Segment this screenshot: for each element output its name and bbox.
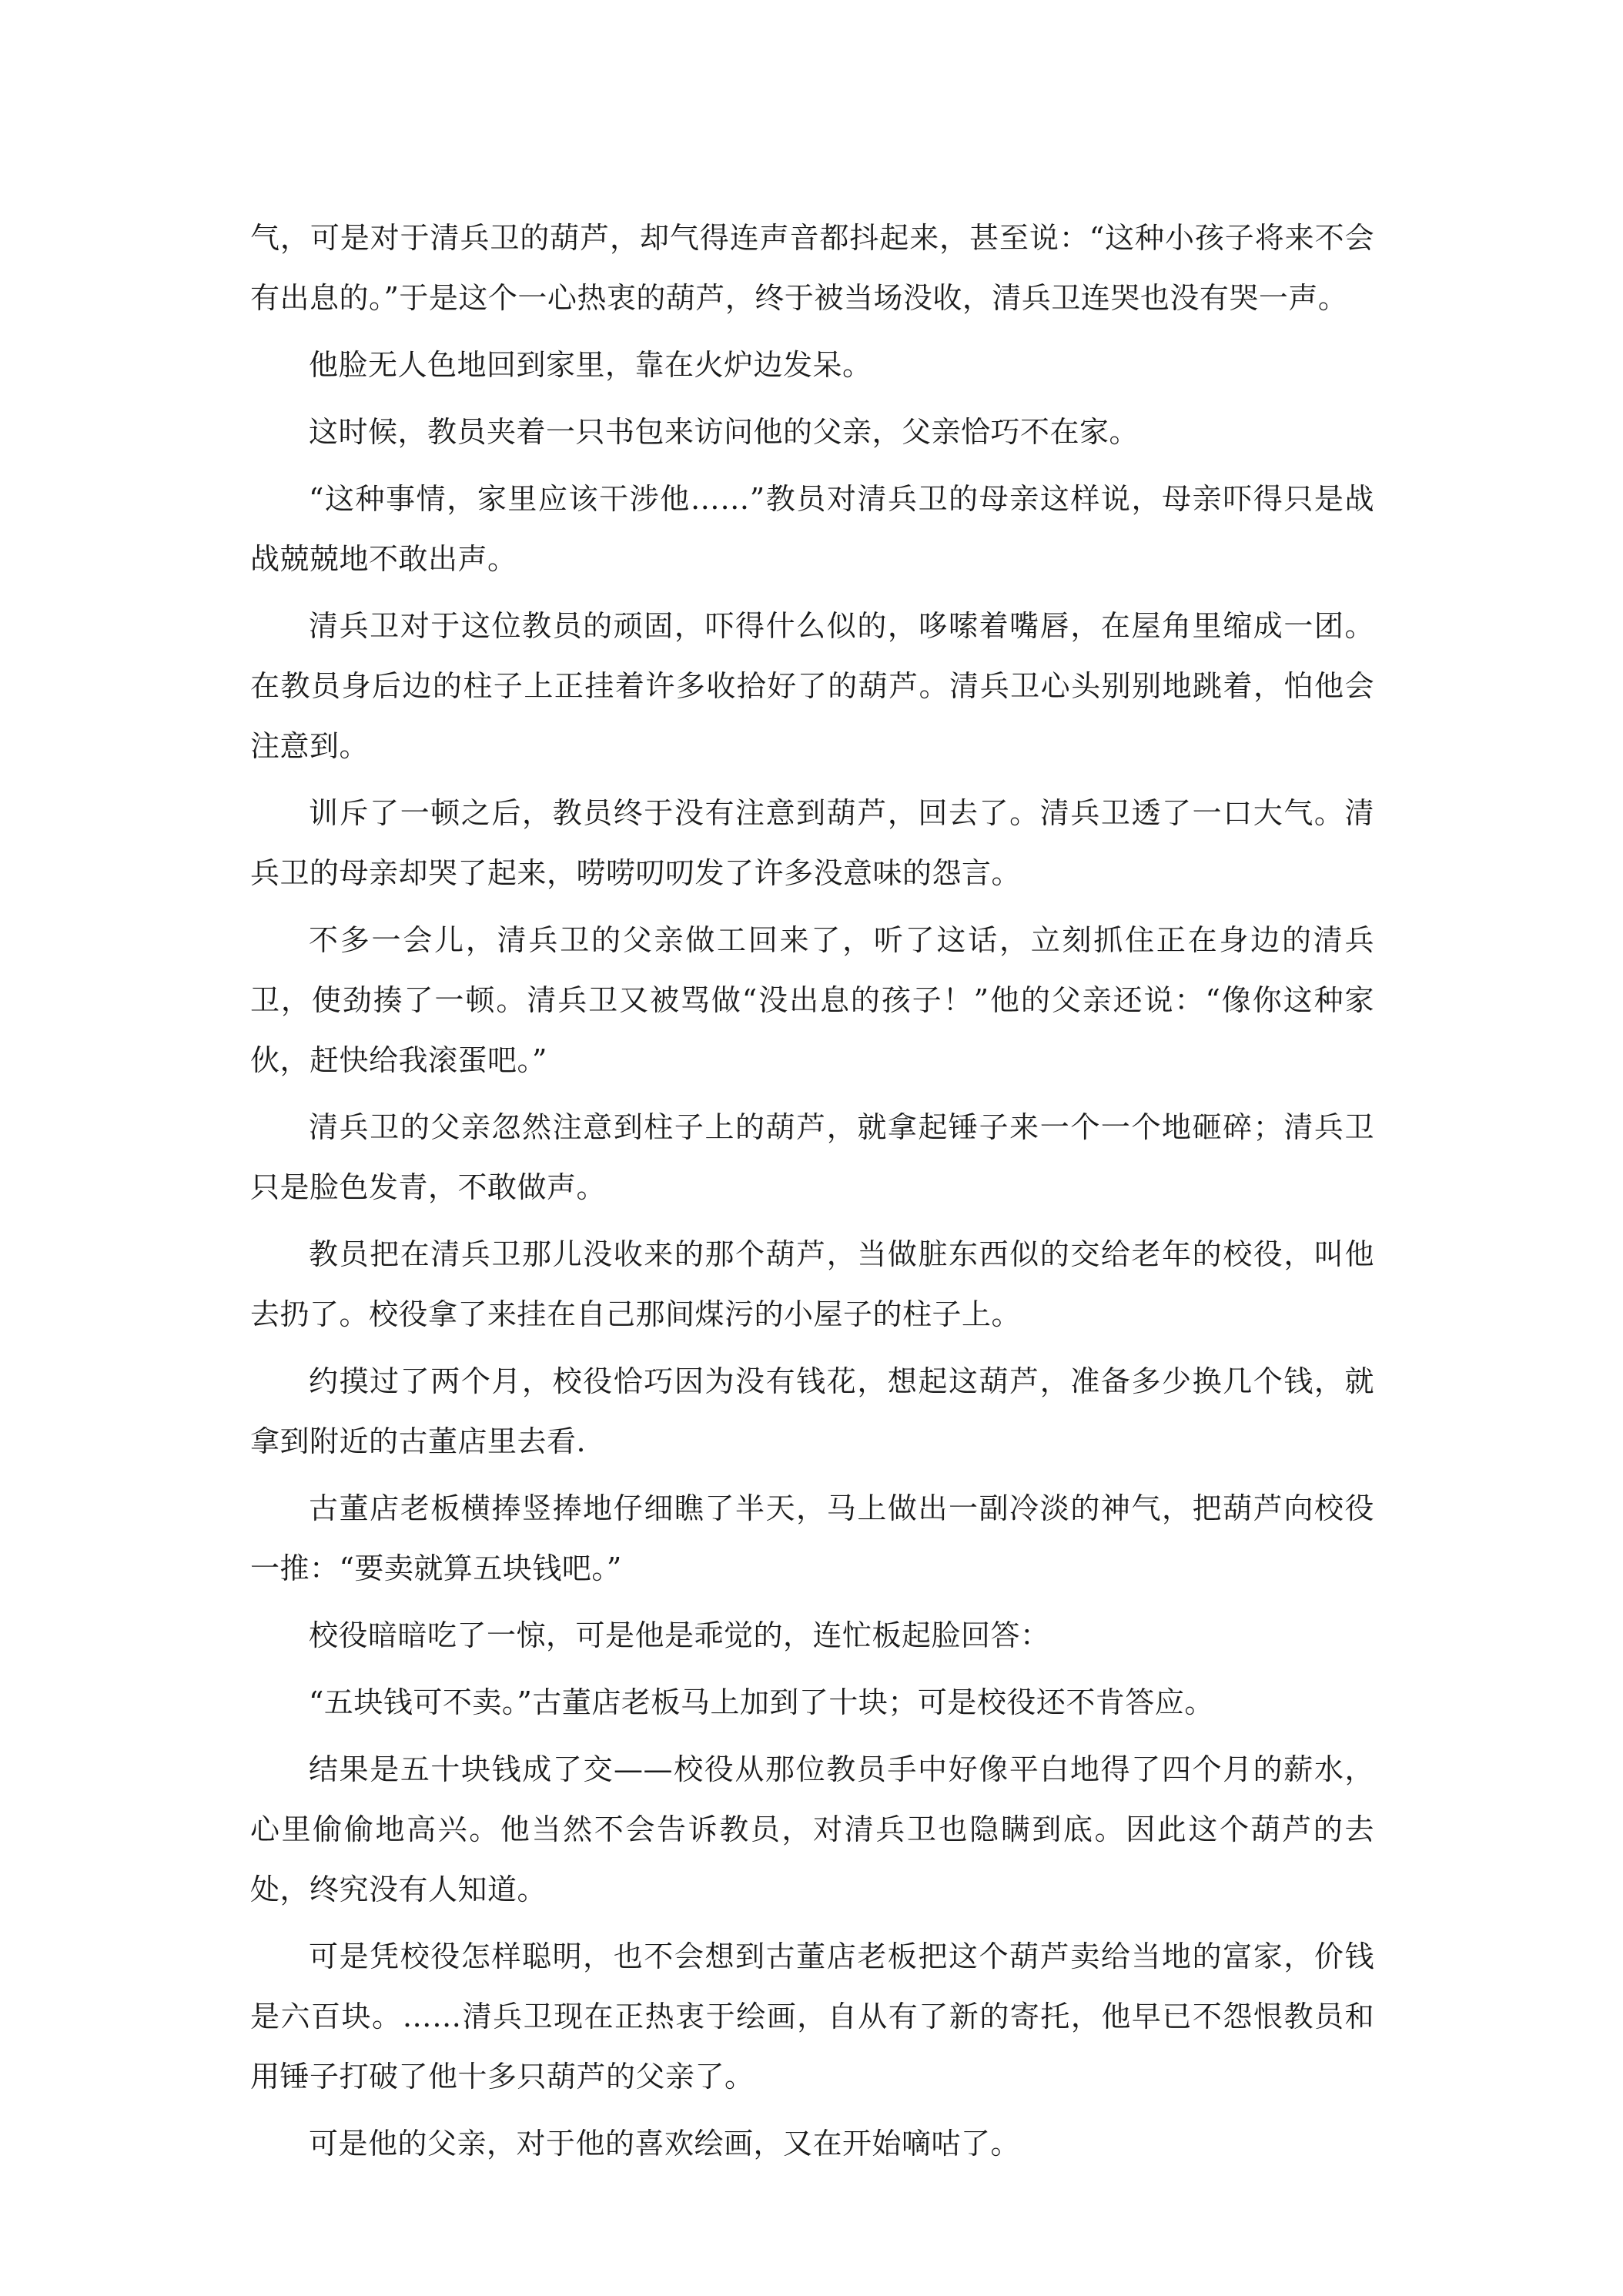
paragraph-15: 可是凭校役怎样聪明，也不会想到古董店老板把这个葫芦卖给当地的富家，价钱是六百块。……清兵卫现在正热衷于绘画，自从有了新的寄托，他早已不怨恨教员和用锤子打破了他十多只葫芦的父亲了。 — [250, 1940, 1374, 2094]
paragraph-3: 这时候，教员夹着一只书包来访问他的父亲，父亲恰巧不在家。 — [309, 415, 1139, 449]
paragraph-5: 清兵卫对于这位教员的顽固，吓得什么似的，哆嗦着嘴唇，在屋角里缩成一团。在教员身后边的柱子上正挂着许多收拾好了的葫芦。清兵卫心头别别地跳着，怕他会注意到。 — [250, 609, 1374, 763]
paragraph-8: 清兵卫的父亲忽然注意到柱子上的葫芦，就拿起锤子来一个一个地砸碎；清兵卫只是脸色发青，不敢做声。 — [250, 1110, 1374, 1204]
paragraph-4: “这种事情，家里应该干涉他……”教员对清兵卫的母亲这样说，母亲吓得只是战战兢兢地不敢出声。 — [250, 482, 1374, 576]
paragraph-1: 气，可是对于清兵卫的葫芦，却气得连声音都抖起来，甚至说：“这种小孩子将来不会有出息的。”于是这个一心热衷的葫芦，终于被当场没收，清兵卫连哭也没有哭一声。 — [250, 221, 1374, 315]
document-body — [250, 208, 1374, 2181]
paragraph-13: “五块钱可不卖。”古董店老板马上加到了十块；可是校役还不肯答应。 — [309, 1685, 1214, 1719]
paragraph-12: 校役暗暗吃了一惊，可是他是乖觉的，连忙板起脸回答： — [309, 1618, 1050, 1652]
paragraph-11: 古董店老板横捧竖捧地仔细瞧了半天，马上做出一副冷淡的神气，把葫芦向校役一推：“要卖就算五块钱吧。” — [250, 1491, 1374, 1585]
paragraph-9: 教员把在清兵卫那儿没收来的那个葫芦，当做脏东西似的交给老年的校役，叫他去扔了。校役拿了来挂在自己那间煤污的小屋子的柱子上。 — [250, 1237, 1374, 1331]
paragraph-2: 他脸无人色地回到家里，靠在火炉边发呆。 — [309, 348, 872, 382]
paragraph-6: 训斥了一顿之后，教员终于没有注意到葫芦，回去了。清兵卫透了一口大气。清兵卫的母亲却哭了起来，唠唠叨叨发了许多没意味的怨言。 — [250, 796, 1374, 890]
paragraph-7: 不多一会儿，清兵卫的父亲做工回来了，听了这话，立刻抓住正在身边的清兵卫，使劲揍了一顿。清兵卫又被骂做“没出息的孩子！”他的父亲还说：“像你这种家伙，赶快给我滚蛋吧。” — [250, 923, 1374, 1077]
paragraph-14: 结果是五十块钱成了交——校役从那位教员手中好像平白地得了四个月的薪水，心里偷偷地高兴。他当然不会告诉教员，对清兵卫也隐瞒到底。因此这个葫芦的去处，终究没有人知道。 — [250, 1752, 1374, 1906]
paragraph-10: 约摸过了两个月，校役恰巧因为没有钱花，想起这葫芦，准备多少换几个钱，就拿到附近的古董店里去看. — [250, 1364, 1374, 1458]
paragraph-16: 可是他的父亲，对于他的喜欢绘画，又在开始嘀咕了。 — [309, 2127, 1021, 2160]
